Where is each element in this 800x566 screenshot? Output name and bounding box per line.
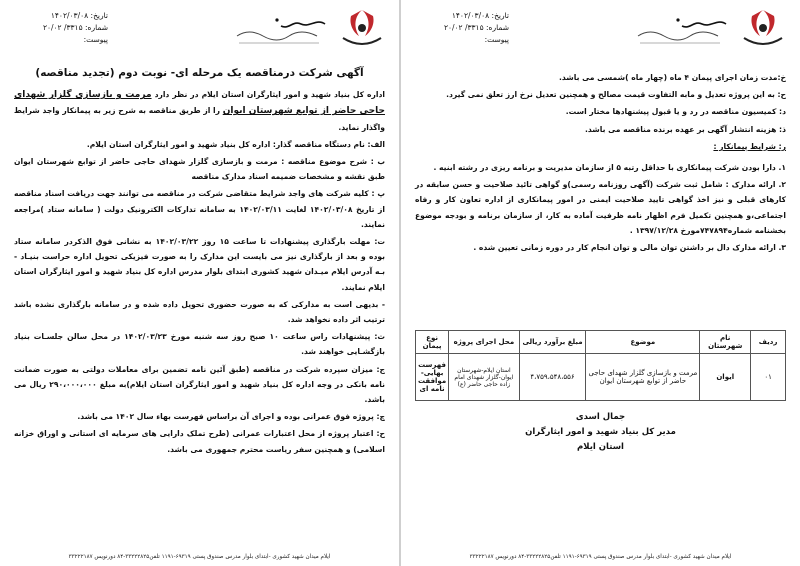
page-2-footer: ایلام میدان شهید کشوری -ابتدای بلوار مدرس صندوق پستی ۶۹۳۱۹-۱۱۹۱ تلفن۳۳۲۲۲۸۲۵-۸۴ دورنویس ۳۳۲۲۲۱۸۷ [68,554,331,560]
condition-3: ۳. ارائه مدارک دال بر داشتن توان مالی و توان انجام کار در دوره زمانی تعیین شده . [473,243,786,253]
col-city: نام شهرستان [700,331,751,354]
page-1-footer: ایلام میدان شهید کشوری -ابتدای بلوار مدرس صندوق پستی ۶۹۳۱۹-۱۱۹۱ تلفن۳۳۲۲۲۸۲۵-۸۴ دورنویس ۳۳۲۲۲۱۸۷ [469,554,732,560]
paragraph-jim: ج: میزان سپرده شرکت در مناقصه (طبق آئین نامه تضمین برای معاملات دولتی به صورت ضمانت نامه بانکی در وجه اداره کل بنیاد شهید و امور ایثارگران استان ایلام)به مبلغ ۲۹۰،۰۰۰،۰۰۰ ریال می باشد. [14,364,385,405]
announcement-page-1 [401,0,800,566]
item-z: ذ: هزینه انتشار آگهی بر عهده برنده مناقصه می باشد. [585,124,786,134]
number-value: ۳۳۱۵/ ۲۰/۰۲ [443,23,484,32]
paragraph-te: ت: مهلت بارگذاری پیشنهادات تا ساعت ۱۵ روز ۱۴۰۲/۰۳/۲۲ به نشانی فوق الذکردر سامانه ستاد بوده و بعد از بارگذاری نیز می بایست این مدارک را به صورت فیزیکی تحویل اداره حراست بنیـاد - بـه آدرس ایلام میـدان شهید کشوری ابتدای بلوار مدرس اداره کل بنیاد شهید و امور ایثارگران استان ایلام نمایند. [14,237,386,292]
conditions-heading: ر: شرایط پیمانکار : [713,141,786,151]
paragraph-pe: پ : کلیه شرکت های واجد شرایط متقاضی شرکت در مناقصه می توانند جهت دریافت اسناد مناقصه از تاریخ ۱۴۰۲/۰۳/۰۸ لغایت ۱۴۰۲/۰۳/۱۱ به سامانه تدارکات الکترونیک دولت ( سامانه ستاد )مراجعه نمایند. [14,189,385,229]
paragraph-se: ث: پیشنهادات راس ساعت ۱۰ صبح روز سه شنبه مورخ ۱۴۰۲/۰۳/۲۳ در محل سالن جلسـات بنیاد بازگشـایی خواهند شد. [14,332,386,357]
col-contract-type: نوع پیمان [416,331,449,354]
announcement-title: آگهی شرکت درمناقصه یک مرحله ای- نوبت دوم (تجدید مناقصه) [35,67,364,79]
number-label: شماره: [85,23,108,32]
paragraph-be: ب : شرح موضوع مناقصه : مرمت و بازسازی گلزار شهدای حاجی حاضر از توابع شهرستان ایوان طبق نقشه و مشخصات ضمیمه اسناد مدارک مناقصه [14,157,385,182]
paragraph-che: چ: پروژه فوق عمرانی بوده و اجرای آن براساس فهرست بهاء سال ۱۴۰۲ می باشد. [77,412,385,422]
page-2-body [14,66,385,459]
cell-contract-type: فهرست بهایی-موافقت نامه ای [416,354,449,401]
date-value: ۱۴۰۲/۰۳/۰۸ [50,11,89,20]
item-kh: خ:مدت زمان اجرای پیمان ۴ ماه (چهار ماه )شمسی می باشد. [559,73,786,82]
paragraph-alef: الف: نام دستگاه مناقصه گذار: اداره کل بنیاد شهید و امور ایثارگران استان ایلام. [86,139,385,149]
table-header-row [416,331,786,354]
cell-city: ایوان [700,354,751,401]
intro-text-a: اداره کل بنیاد شهید و امور ایثارگران استان ایلام در نظر دارد [154,90,385,100]
foundation-logo-icon [333,6,391,50]
item-d: د: کمیسیون مناقصه در رد و یا قبول پیشنهادها مختار است. [565,107,786,117]
number-value: ۳۳۱۵/ ۲۰/۰۲ [42,23,83,32]
tender-table [415,330,786,401]
attachment-label: پیوست: [83,35,108,44]
signer-name: جمال اسدی [575,412,626,422]
col-location: محل اجرای پروژه [449,331,519,354]
signature-block [401,410,800,455]
intro-text-b: را از طریق مناقصه به شرح زیر به پیمانکار واجد شرایط واگذار نماید. [14,106,385,132]
attachment-label: پیوست: [484,35,509,44]
cell-estimate: ۴،۷۵۹،۵۴۸،۵۵۶ [519,354,586,401]
calligraphy-heading [229,16,329,52]
cell-subject: مرمت و بازسازی گلزار شهدای حاجی حاضر از توابع شهرستان ایوان [586,354,700,401]
item-h: ح: به این پروژه تعدیل و مابه التفاوت قیمت مصالح و همچنین تعدیل نرخ ارز تعلق نمی گیرد. [446,90,786,100]
letter-meta [12,10,108,46]
col-estimate: مبلغ برآورد ریالی [519,331,586,354]
intro-paragraph [14,87,385,135]
foundation-logo-icon [734,6,792,50]
condition-2: ۲. ارائه مدارک : شامل ثبت شرکت (آگهی روزنامه رسمی)و گواهی تائید صلاحیت و حسن سابقه در کارهای قبلی و نیز اخذ گواهی تایید صلاحیت ایمنی در امور پیمانکاری از اداره تعاون کار و رفاه اجتماعی،و همچنین تکمیل فرم اظهار نامه ظرفیت آماده به کار، از سازمان برنامه و بودجه موضوع بخشنامه شماره۷۴۷۸۹۴مورخ ۱۳۹۷/۱۲/۲۸ . [415,180,786,235]
col-subject: موضوع [586,331,700,354]
date-value: ۱۴۰۲/۰۳/۰۸ [451,11,490,20]
paragraph-he: ح: اعتبار پروژه از محل اعتبارات عمرانی (طرح تملک دارایی های سرمایه ای استانی و اوراق خزانه اسلامی) و همچنین سفر ریاست محترم جمهوری می باشد. [14,429,385,454]
paragraph-note: - بدیهی است به مدارکی که به صورت حضوری تحویل داده شده و در سامانه بارگذاری نشده باشد ترتیب اثر داده نخواهد شد. [14,299,385,325]
date-label: تاریخ: [491,11,509,20]
signer-province: استان ایلام [577,442,624,452]
number-label: شماره: [486,23,509,32]
page-1-body [415,70,786,257]
intro-project-name: مرمت و بازسازی گلزار شهدای حاجی حاضر از توابع شهرستان ایوان [14,90,385,117]
condition-1: ۱. دارا بودن شرکت پیمانکاری با حداقل رتبه ۵ از سازمان مدیریت و برنامه ریزی در رشته ابنیه . [433,163,786,173]
col-row: ردیف [751,331,786,354]
calligraphy-heading [630,16,730,52]
table-row [416,354,786,401]
letter-meta [413,10,509,46]
signer-title: مدیر کل بنیاد شهید و امور ایثارگران [525,427,676,437]
cell-row: ۰۱ [751,354,786,401]
announcement-page-2 [0,0,399,566]
cell-location: استان ایلام-شهرستان ایوان-گلزار شهدای امام زاده حاجی حاضر (ع) [449,354,519,401]
date-label: تاریخ: [90,11,108,20]
